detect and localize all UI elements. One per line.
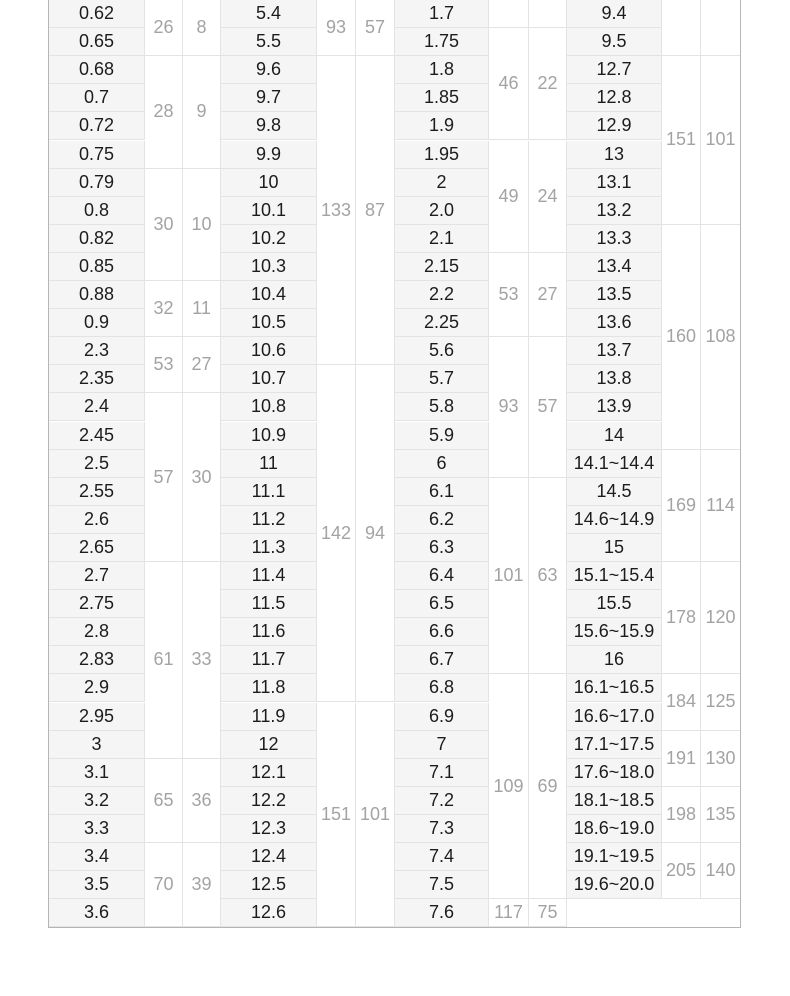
size-value-cell: 2.5 xyxy=(49,450,145,478)
size-value-cell: 5.6 xyxy=(395,337,489,365)
size-value-cell: 6.2 xyxy=(395,506,489,534)
measure-a-cell: 53 xyxy=(489,253,529,337)
measure-a-cell: 57 xyxy=(145,393,183,562)
size-value-cell: 12.3 xyxy=(221,815,317,843)
size-value-cell: 6.9 xyxy=(395,703,489,731)
measure-a-cell: 205 xyxy=(662,843,701,899)
size-value-cell: 7.4 xyxy=(395,843,489,871)
measure-b-cell xyxy=(701,0,741,56)
size-value-cell: 2.7 xyxy=(49,562,145,590)
size-value-cell: 9.4 xyxy=(567,0,662,28)
size-value-cell: 14.1~14.4 xyxy=(567,450,662,478)
size-value-cell: 18.1~18.5 xyxy=(567,787,662,815)
measure-a-cell: 101 xyxy=(489,478,529,675)
size-value-cell: 5.9 xyxy=(395,422,489,450)
size-value-cell: 13.6 xyxy=(567,309,662,337)
size-value-cell: 12.9 xyxy=(567,112,662,140)
size-value-cell: 5.4 xyxy=(221,0,317,28)
measure-a-cell: 93 xyxy=(489,337,529,478)
size-value-cell: 1.85 xyxy=(395,84,489,112)
measure-b-cell: 33 xyxy=(183,562,221,759)
size-value-cell: 15 xyxy=(567,534,662,562)
size-value-cell: 2.0 xyxy=(395,197,489,225)
measure-a-cell: 93 xyxy=(317,0,356,56)
measure-b-cell: 11 xyxy=(183,281,221,337)
size-value-cell: 10.2 xyxy=(221,225,317,253)
size-value-cell: 11.2 xyxy=(221,506,317,534)
measure-a-cell xyxy=(662,0,701,56)
size-value-cell: 3.6 xyxy=(49,899,145,927)
measure-b-cell: 130 xyxy=(701,731,741,787)
size-value-cell: 0.9 xyxy=(49,309,145,337)
size-value-cell: 19.6~20.0 xyxy=(567,871,662,899)
size-value-cell: 2.15 xyxy=(395,253,489,281)
measure-b-cell: 24 xyxy=(529,141,567,253)
size-value-cell: 10.9 xyxy=(221,422,317,450)
size-value-cell: 10.6 xyxy=(221,337,317,365)
measure-a-cell: 28 xyxy=(145,56,183,168)
size-value-cell: 0.82 xyxy=(49,225,145,253)
measure-b-cell: 63 xyxy=(529,478,567,675)
measure-a-cell: 151 xyxy=(317,703,356,928)
size-value-cell: 16 xyxy=(567,646,662,674)
size-value-cell: 14.5 xyxy=(567,478,662,506)
size-value-cell: 10.4 xyxy=(221,281,317,309)
size-value-cell: 6.1 xyxy=(395,478,489,506)
size-value-cell: 2.1 xyxy=(395,225,489,253)
size-value-cell: 17.1~17.5 xyxy=(567,731,662,759)
size-value-cell: 0.7 xyxy=(49,84,145,112)
size-value-cell: 11.8 xyxy=(221,674,317,702)
size-value-cell: 12.8 xyxy=(567,84,662,112)
measure-a-cell: 53 xyxy=(145,337,183,393)
size-value-cell: 13 xyxy=(567,141,662,169)
measure-b-cell: 87 xyxy=(356,56,395,365)
size-value-cell: 3.3 xyxy=(49,815,145,843)
size-value-cell: 1.7 xyxy=(395,0,489,28)
size-value-cell: 12.4 xyxy=(221,843,317,871)
size-value-cell: 19.1~19.5 xyxy=(567,843,662,871)
measure-b-cell: 27 xyxy=(183,337,221,393)
size-value-cell: 9.9 xyxy=(221,141,317,169)
size-value-cell: 6.3 xyxy=(395,534,489,562)
size-value-cell: 3.1 xyxy=(49,759,145,787)
size-value-cell: 7 xyxy=(395,731,489,759)
size-value-cell: 12.6 xyxy=(221,899,317,927)
size-value-cell: 7.1 xyxy=(395,759,489,787)
measure-a-cell: 49 xyxy=(489,141,529,253)
size-value-cell: 12 xyxy=(221,731,317,759)
size-value-cell: 11.3 xyxy=(221,534,317,562)
size-value-cell: 11.9 xyxy=(221,703,317,731)
measure-a-cell: 142 xyxy=(317,365,356,702)
size-value-cell: 2.2 xyxy=(395,281,489,309)
size-value-cell: 2.3 xyxy=(49,337,145,365)
size-value-cell: 2.8 xyxy=(49,618,145,646)
measure-a-cell: 191 xyxy=(662,731,701,787)
size-value-cell: 15.6~15.9 xyxy=(567,618,662,646)
measure-b-cell: 9 xyxy=(183,56,221,168)
size-value-cell: 9.6 xyxy=(221,56,317,84)
size-value-cell: 16.6~17.0 xyxy=(567,703,662,731)
size-value-cell: 1.75 xyxy=(395,28,489,56)
size-value-cell: 0.79 xyxy=(49,169,145,197)
size-value-cell: 10.7 xyxy=(221,365,317,393)
table-right-border xyxy=(740,0,741,927)
measure-b-cell: 8 xyxy=(183,0,221,56)
measure-b-cell: 30 xyxy=(183,393,221,562)
size-value-cell: 10.5 xyxy=(221,309,317,337)
measure-a-cell: 160 xyxy=(662,225,701,450)
size-value-cell: 0.72 xyxy=(49,112,145,140)
size-value-cell: 16.1~16.5 xyxy=(567,674,662,702)
measure-b-cell: 125 xyxy=(701,674,741,730)
size-value-cell: 2.95 xyxy=(49,703,145,731)
size-value-cell: 3.5 xyxy=(49,871,145,899)
size-value-cell: 0.8 xyxy=(49,197,145,225)
size-value-cell: 2.65 xyxy=(49,534,145,562)
size-value-cell: 6 xyxy=(395,450,489,478)
measure-b-cell: 75 xyxy=(529,899,567,927)
size-value-cell: 17.6~18.0 xyxy=(567,759,662,787)
size-value-cell: 12.2 xyxy=(221,787,317,815)
measure-a-cell: 169 xyxy=(662,450,701,562)
size-value-cell: 12.1 xyxy=(221,759,317,787)
size-value-cell: 14.6~14.9 xyxy=(567,506,662,534)
measure-b-cell xyxy=(529,0,567,28)
measure-a-cell: 184 xyxy=(662,674,701,730)
measure-a-cell: 109 xyxy=(489,674,529,899)
size-value-cell: 13.8 xyxy=(567,365,662,393)
size-value-cell: 12.5 xyxy=(221,871,317,899)
size-value-cell: 6.4 xyxy=(395,562,489,590)
measure-a-cell: 151 xyxy=(662,56,701,225)
measure-a-cell xyxy=(489,0,529,28)
measure-b-cell: 57 xyxy=(529,337,567,478)
size-value-cell: 7.6 xyxy=(395,899,489,927)
size-value-cell: 1.95 xyxy=(395,141,489,169)
measure-b-cell: 27 xyxy=(529,253,567,337)
size-value-cell: 13.2 xyxy=(567,197,662,225)
measure-b-cell: 114 xyxy=(701,450,741,562)
size-value-cell: 1.9 xyxy=(395,112,489,140)
size-value-cell: 11.4 xyxy=(221,562,317,590)
measure-a-cell: 198 xyxy=(662,787,701,843)
size-value-cell: 12.7 xyxy=(567,56,662,84)
measure-b-cell: 22 xyxy=(529,28,567,140)
measure-a-cell: 133 xyxy=(317,56,356,365)
measure-b-cell: 39 xyxy=(183,843,221,927)
measure-a-cell: 61 xyxy=(145,562,183,759)
size-value-cell: 0.62 xyxy=(49,0,145,28)
size-value-cell: 11.1 xyxy=(221,478,317,506)
size-value-cell: 15.1~15.4 xyxy=(567,562,662,590)
size-value-cell: 2.45 xyxy=(49,422,145,450)
measure-a-cell: 70 xyxy=(145,843,183,927)
size-value-cell: 10.3 xyxy=(221,253,317,281)
size-value-cell: 0.65 xyxy=(49,28,145,56)
measure-b-cell: 108 xyxy=(701,225,741,450)
size-value-cell: 7.5 xyxy=(395,871,489,899)
size-value-cell: 2.83 xyxy=(49,646,145,674)
size-value-cell: 2.75 xyxy=(49,590,145,618)
measure-b-cell: 120 xyxy=(701,562,741,674)
size-value-cell: 5.7 xyxy=(395,365,489,393)
size-value-cell: 3 xyxy=(49,731,145,759)
size-value-cell: 9.5 xyxy=(567,28,662,56)
table-bottom-border xyxy=(48,927,741,928)
size-value-cell: 11.7 xyxy=(221,646,317,674)
measure-b-cell: 57 xyxy=(356,0,395,56)
size-value-cell: 10.8 xyxy=(221,393,317,421)
measure-b-cell: 101 xyxy=(356,703,395,928)
size-value-cell: 13.4 xyxy=(567,253,662,281)
measure-b-cell: 101 xyxy=(701,56,741,225)
size-value-cell: 13.1 xyxy=(567,169,662,197)
size-value-cell: 2.9 xyxy=(49,674,145,702)
size-value-cell: 6.6 xyxy=(395,618,489,646)
size-value-cell: 2.25 xyxy=(395,309,489,337)
size-value-cell: 7.3 xyxy=(395,815,489,843)
size-value-cell: 2.6 xyxy=(49,506,145,534)
table-left-border xyxy=(48,0,49,927)
measure-b-cell: 69 xyxy=(529,674,567,899)
measure-a-cell: 26 xyxy=(145,0,183,56)
size-value-cell: 14 xyxy=(567,422,662,450)
size-value-cell: 0.68 xyxy=(49,56,145,84)
size-value-cell: 6.7 xyxy=(395,646,489,674)
size-value-cell: 11 xyxy=(221,450,317,478)
size-value-cell: 10.1 xyxy=(221,197,317,225)
size-value-cell: 9.7 xyxy=(221,84,317,112)
size-value-cell: 6.8 xyxy=(395,674,489,702)
size-value-cell: 18.6~19.0 xyxy=(567,815,662,843)
size-value-cell: 7.2 xyxy=(395,787,489,815)
size-value-cell: 11.5 xyxy=(221,590,317,618)
size-value-cell: 2.4 xyxy=(49,393,145,421)
size-value-cell: 0.88 xyxy=(49,281,145,309)
size-value-cell: 6.5 xyxy=(395,590,489,618)
measure-a-cell: 32 xyxy=(145,281,183,337)
measure-a-cell: 117 xyxy=(489,899,529,927)
size-value-cell: 2 xyxy=(395,169,489,197)
measure-b-cell: 36 xyxy=(183,759,221,843)
size-value-cell: 13.5 xyxy=(567,281,662,309)
size-value-cell: 0.75 xyxy=(49,141,145,169)
size-value-cell: 13.9 xyxy=(567,393,662,421)
measure-b-cell: 135 xyxy=(701,787,741,843)
size-value-cell: 3.2 xyxy=(49,787,145,815)
size-value-cell: 3.4 xyxy=(49,843,145,871)
size-value-cell: 9.8 xyxy=(221,112,317,140)
size-value-cell: 5.5 xyxy=(221,28,317,56)
size-value-cell: 13.3 xyxy=(567,225,662,253)
size-value-cell: 1.8 xyxy=(395,56,489,84)
measure-a-cell: 65 xyxy=(145,759,183,843)
measure-a-cell: 46 xyxy=(489,28,529,140)
size-value-cell: 13.7 xyxy=(567,337,662,365)
size-value-cell: 5.8 xyxy=(395,393,489,421)
size-value-cell: 10 xyxy=(221,169,317,197)
measure-b-cell: 140 xyxy=(701,843,741,899)
size-value-cell: 2.35 xyxy=(49,365,145,393)
size-value-cell: 2.55 xyxy=(49,478,145,506)
measure-a-cell: 30 xyxy=(145,169,183,281)
measure-a-cell: 178 xyxy=(662,562,701,674)
size-value-cell: 15.5 xyxy=(567,590,662,618)
measure-b-cell: 94 xyxy=(356,365,395,702)
size-value-cell: 0.85 xyxy=(49,253,145,281)
size-value-cell: 11.6 xyxy=(221,618,317,646)
measure-b-cell: 10 xyxy=(183,169,221,281)
